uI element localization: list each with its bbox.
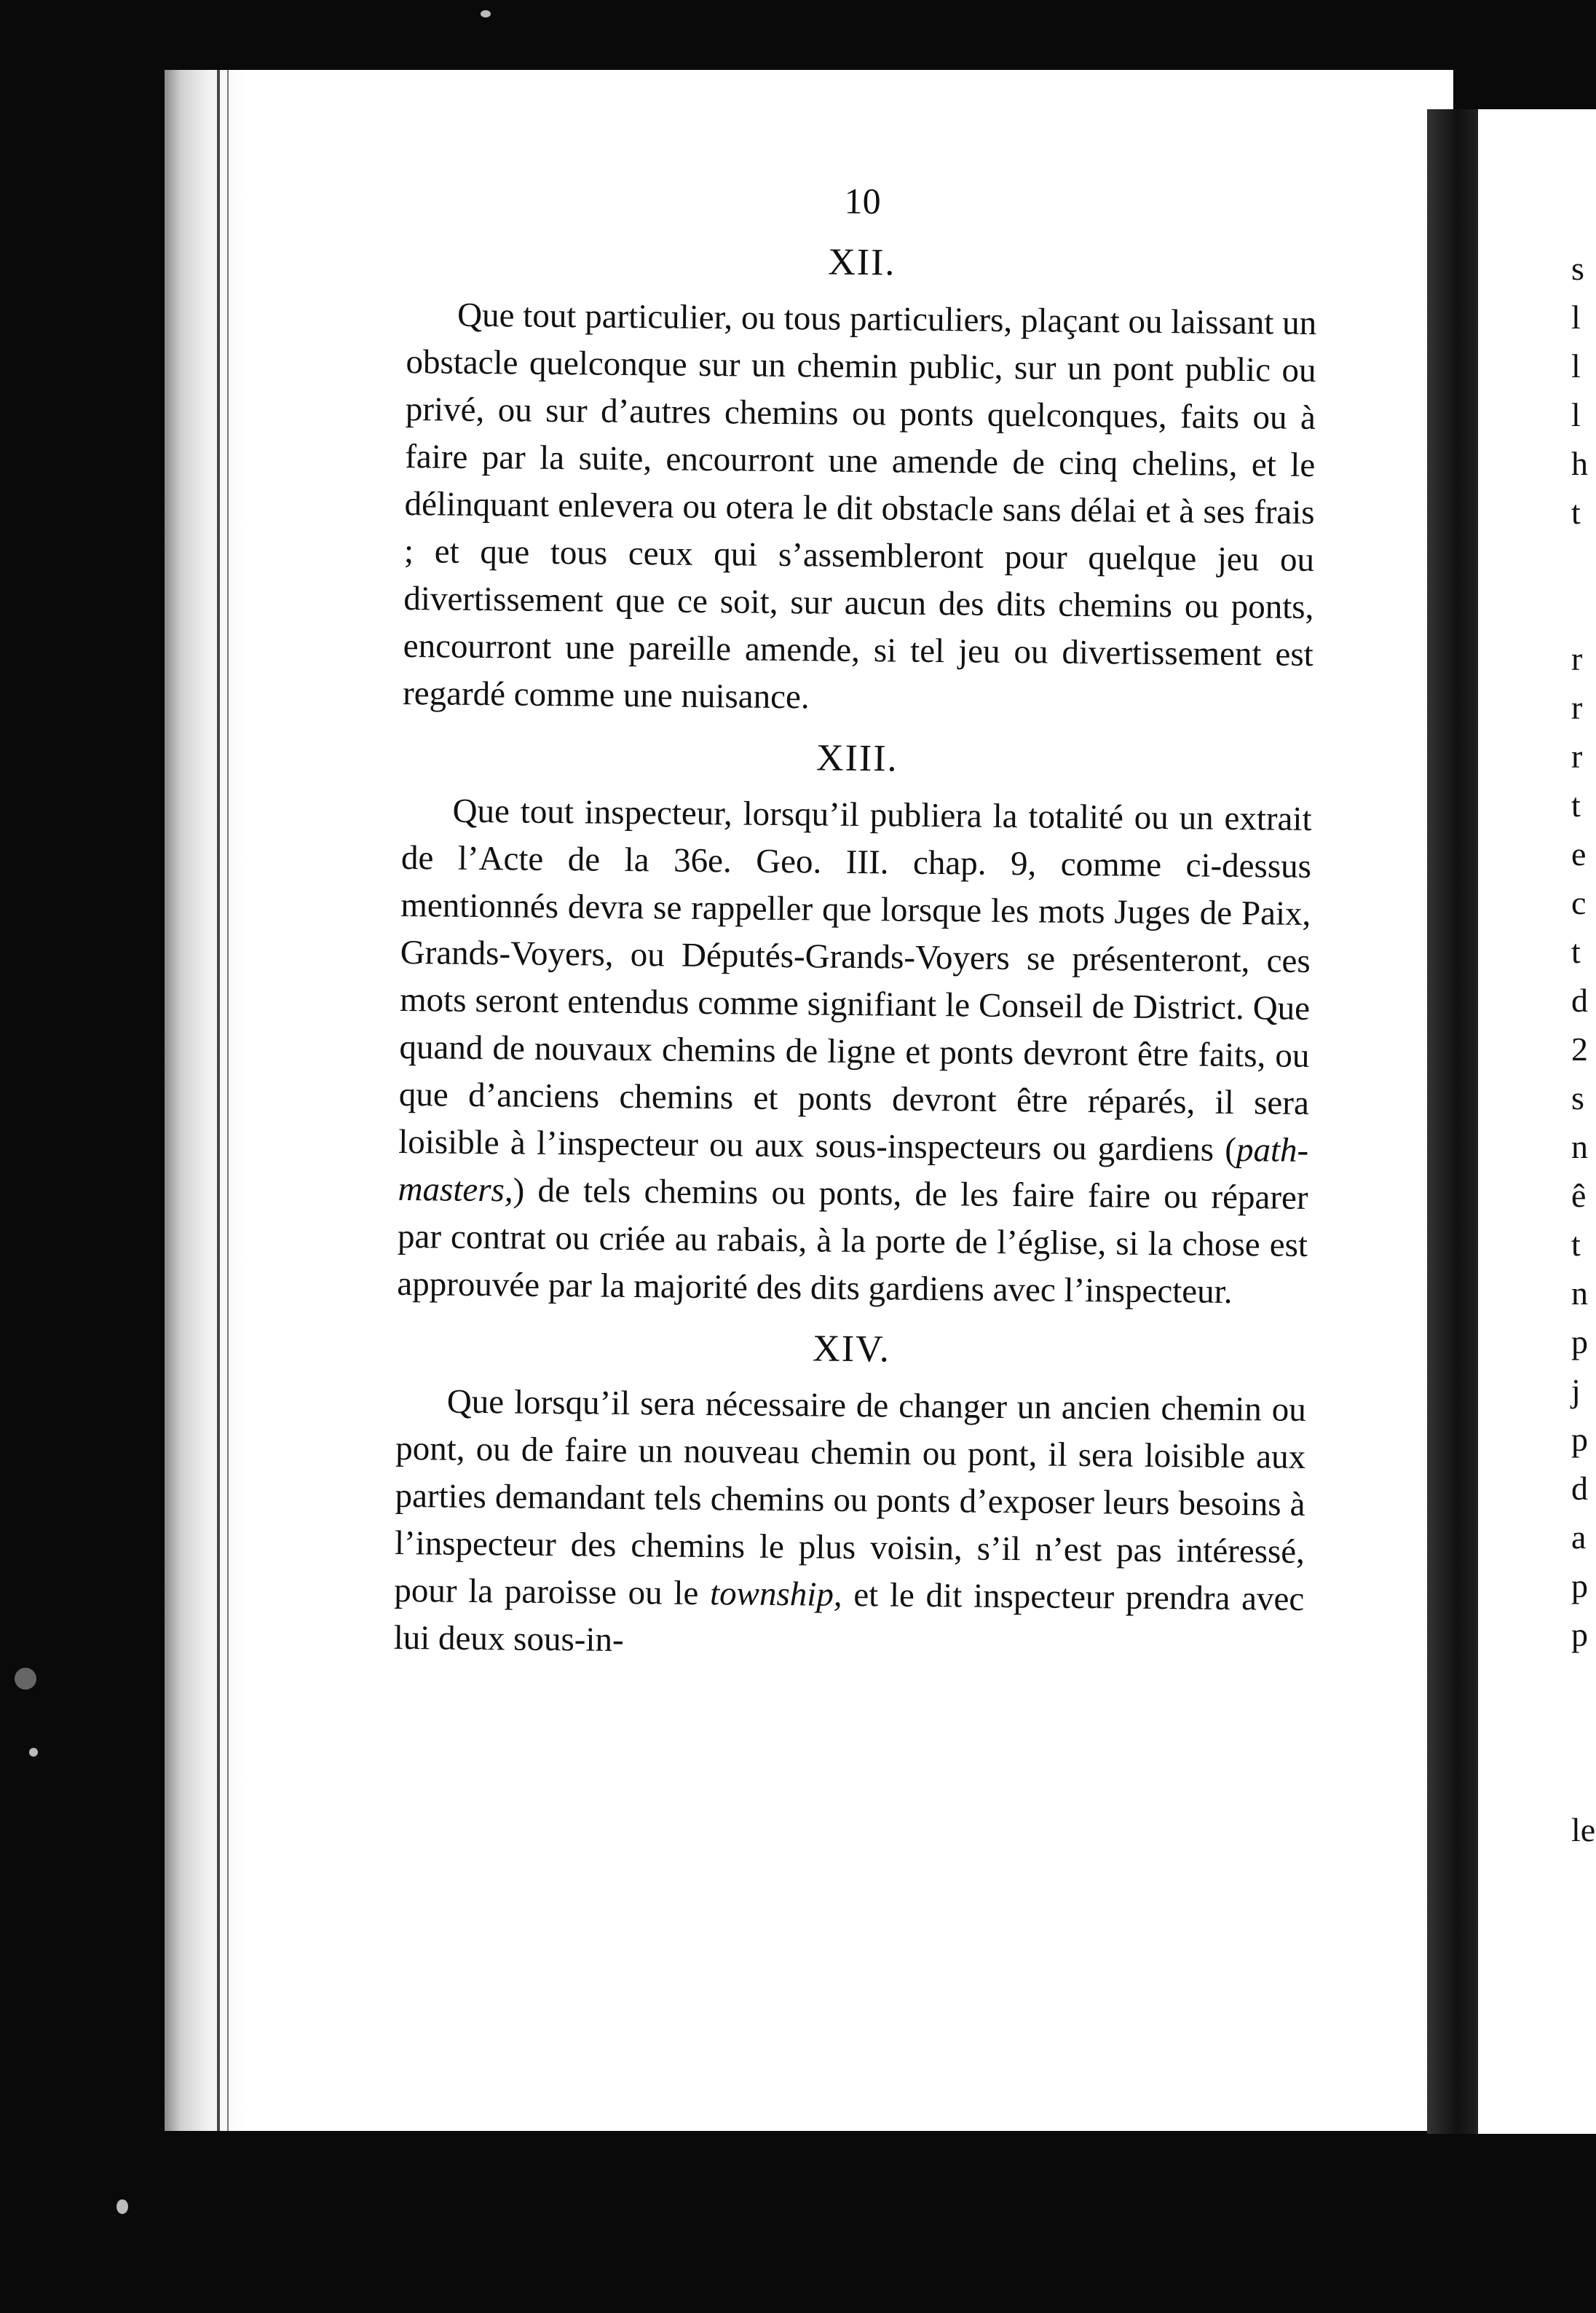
book-gutter bbox=[1427, 109, 1478, 2134]
facing-line-fragment: a bbox=[1571, 1518, 1587, 1556]
scan-speck bbox=[29, 1748, 38, 1757]
facing-line-fragment: d bbox=[1571, 1470, 1588, 1507]
facing-line-fragment: h bbox=[1571, 445, 1588, 482]
facing-line-fragment bbox=[1571, 1708, 1596, 1757]
facing-line-fragment: e bbox=[1571, 835, 1587, 872]
section-heading-xii: XII. bbox=[828, 241, 896, 284]
italic-term: path-masters, bbox=[398, 1130, 1309, 1210]
facing-line-fragment: r bbox=[1571, 738, 1583, 775]
spine-edge-line bbox=[227, 70, 229, 2131]
facing-line-fragment: t bbox=[1571, 1226, 1581, 1263]
facing-line-fragment bbox=[1571, 1659, 1596, 1708]
facing-line-fragment: ê bbox=[1571, 1177, 1587, 1214]
section-text-xiii: Que tout inspecteur, lorsqu’il publiera la totalité ou un extrait de l’Acte de la 36e. Geo. III. chap. 9, comme ci-dessus mentionnés devra se rappeller que lorsque les mots Juges de Paix, Grands-Voyers, ou Députés-Grands-Voyers se présenteront, ces mots seront entendus comme signifiant le Conseil de District. Que quand de nouvaux chemins de ligne et ponts devront être faits, ou que d’anciens chemins et ponts devront être réparés, il sera loisible à l’inspecteur ou aux sous-inspecteurs ou gardiens (path-masters,) de tels chemins ou ponts, de les faire faire ou réparer par contrat ou criée au rabais, à la porte de l’église, si la chose est approuvée par la majorité des dits gardiens avec l’inspecteur. bbox=[397, 792, 1312, 1311]
section-heading-xiv: XIV. bbox=[812, 1328, 891, 1371]
section-heading-xiii: XIII. bbox=[815, 737, 898, 780]
facing-line-fragment: d bbox=[1571, 982, 1588, 1019]
facing-line-fragment: s bbox=[1571, 1079, 1584, 1116]
scan-speck bbox=[116, 2199, 128, 2214]
scan-speck bbox=[15, 1668, 36, 1690]
facing-line-fragment: p bbox=[1571, 1421, 1588, 1458]
facing-line-fragment bbox=[1571, 1757, 1596, 1805]
facing-line-fragment: n bbox=[1571, 1274, 1588, 1312]
spine-edge-line bbox=[217, 70, 220, 2131]
facing-line-fragment: le bbox=[1571, 1811, 1596, 1848]
facing-line-fragment: p bbox=[1571, 1567, 1588, 1604]
facing-line-fragment: n bbox=[1571, 1128, 1588, 1165]
facing-line-fragment: j bbox=[1571, 1372, 1581, 1409]
italic-term: township, bbox=[709, 1575, 842, 1614]
facing-line-fragment: t bbox=[1571, 787, 1581, 824]
page-text bbox=[393, 175, 1318, 1671]
facing-line-fragment bbox=[1571, 537, 1596, 586]
facing-line-fragment: l bbox=[1571, 299, 1581, 336]
facing-line-fragment: 2 bbox=[1571, 1031, 1588, 1068]
facing-line-fragment: p bbox=[1571, 1616, 1588, 1653]
facing-line-fragment: t bbox=[1571, 933, 1581, 970]
facing-page-text bbox=[1571, 244, 1596, 1854]
facing-line-fragment: r bbox=[1571, 640, 1583, 677]
facing-line-fragment: l bbox=[1571, 396, 1581, 433]
facing-line-fragment: r bbox=[1571, 689, 1583, 726]
section-text-xiv: Que lorsqu’il sera nécessaire de changer un ancien chemin ou pont, ou de faire un nouveau chemin ou pont, il sera loisible aux parties demandant tels chemins ou ponts d’exposer leurs besoins à l’inspecteur des chemins le plus voisin, s’il n’est pas intéressé, pour la paroisse ou le township, et le dit inspecteur prendra avec lui deux sous-in- bbox=[393, 1382, 1307, 1659]
facing-line-fragment: t bbox=[1571, 494, 1581, 531]
facing-line-fragment: s bbox=[1571, 250, 1584, 287]
facing-line-fragment bbox=[1571, 586, 1596, 634]
section-text-xii: Que tout particulier, ou tous particuliers, plaçant ou laissant un obstacle quelconque sur un chemin public, sur un pont public ou privé, ou sur d’autres chemins ou ponts quelconques, faits ou à faire par la suite, encourront une amende de cinq chelins, et le délinquant enlevera ou otera le dit obstacle sans délai et à ses frais ; et que tous ceux qui s’assembleront pour quelque jeu ou divertissement que ce soit, sur aucun des dits chemins ou ponts, encourront une pareille amende, si tel jeu ou divertissement est regardé comme une nuisance. bbox=[402, 296, 1317, 717]
page-spine-shadow bbox=[165, 70, 245, 2131]
facing-line-fragment: l bbox=[1571, 347, 1581, 385]
facing-line-fragment: p bbox=[1571, 1323, 1588, 1360]
scan-speck bbox=[481, 10, 491, 17]
page-number: 10 bbox=[844, 180, 881, 222]
facing-line-fragment: c bbox=[1571, 884, 1587, 921]
